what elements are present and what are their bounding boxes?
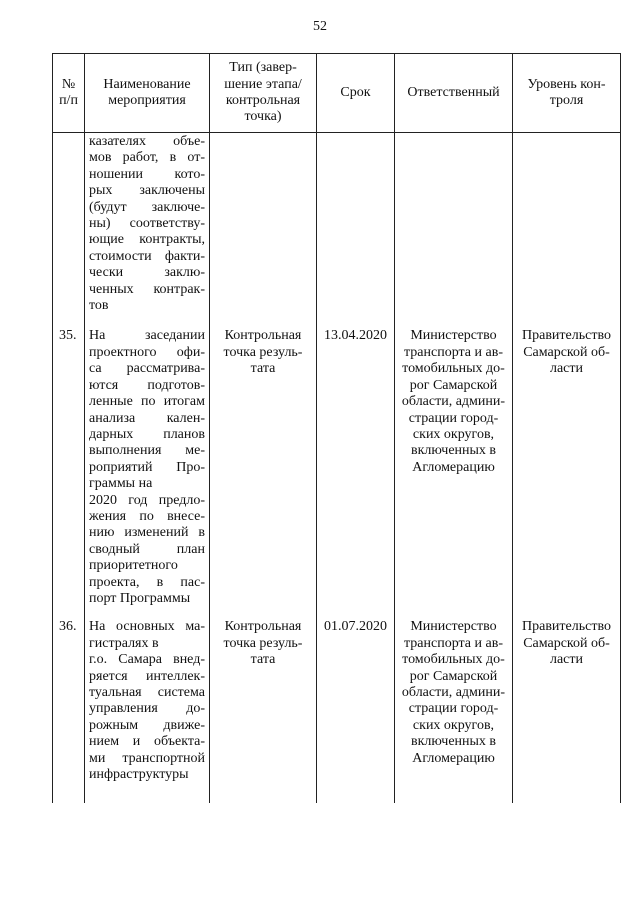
header-line: шение этапа/ bbox=[224, 76, 302, 92]
cell-name bbox=[85, 324, 210, 615]
text-line: инфраструктуры bbox=[89, 767, 189, 783]
cell-term: 13.04.2020 bbox=[317, 324, 395, 615]
text-line: точка резуль- bbox=[223, 344, 303, 360]
text-line: мов работ, в от- bbox=[89, 150, 205, 166]
header-line: Уровень кон- bbox=[527, 76, 606, 92]
text-line: нием и объекта- bbox=[89, 734, 205, 750]
table-row bbox=[53, 615, 621, 803]
header-line: точка) bbox=[244, 109, 282, 125]
cell-control-level bbox=[513, 615, 621, 803]
text-line: Агломерацию bbox=[412, 750, 495, 766]
cell-term bbox=[317, 133, 395, 325]
text-line: области, админи- bbox=[401, 394, 506, 410]
text-line: транспорта и ав- bbox=[404, 635, 503, 651]
text-line: На заседании bbox=[89, 328, 205, 344]
text-line: томобильных до- bbox=[402, 652, 505, 668]
cell-num bbox=[53, 133, 85, 325]
header-line: Наименование bbox=[103, 76, 191, 92]
header-term bbox=[317, 54, 395, 133]
cell-name bbox=[85, 133, 210, 325]
text-line: Министерство bbox=[410, 619, 497, 635]
text-line: анализа кален- bbox=[89, 410, 205, 426]
text-line: рог Самарской bbox=[409, 668, 498, 684]
table-row bbox=[53, 324, 621, 615]
header-line: Срок bbox=[340, 84, 371, 100]
cell-name bbox=[85, 615, 210, 803]
text-line: На основных ма- bbox=[89, 619, 205, 635]
cell-type bbox=[210, 133, 317, 325]
cell-term: 01.07.2020 bbox=[317, 615, 395, 803]
text-line: ченных контрак- bbox=[89, 281, 205, 297]
text-line: Правительство bbox=[522, 328, 611, 344]
header-responsible bbox=[395, 54, 513, 133]
table-row-continuation bbox=[53, 133, 621, 325]
text-line: 2020 год предло- bbox=[89, 492, 205, 508]
text-line: транспорта и ав- bbox=[404, 344, 503, 360]
text-line: Контрольная bbox=[224, 619, 302, 635]
cell-num: 36. bbox=[53, 615, 85, 803]
text-line: туальная система bbox=[89, 685, 205, 700]
cell-responsible bbox=[395, 615, 513, 803]
text-line: рых заключены bbox=[89, 183, 205, 199]
text-line: тата bbox=[250, 361, 276, 377]
cell-num: 35. bbox=[53, 324, 85, 615]
text-line: точка резуль- bbox=[223, 635, 303, 651]
header-line: п/п bbox=[59, 93, 78, 108]
text-line: ленные по итогам bbox=[89, 394, 205, 410]
text-line: выполнения ме- bbox=[89, 443, 205, 459]
text-line: тата bbox=[250, 652, 276, 668]
text-line: рог Самарской bbox=[409, 377, 498, 393]
header-line: мероприятия bbox=[108, 93, 186, 108]
text-line: Контрольная bbox=[224, 328, 302, 344]
text-line: ются подготов- bbox=[89, 377, 205, 393]
text-line: ны) соответству- bbox=[89, 216, 205, 232]
text-line: Самарской об- bbox=[523, 344, 610, 360]
text-line: са рассматрива- bbox=[89, 361, 205, 377]
header-line: троля bbox=[549, 93, 584, 108]
text-line: страции город- bbox=[408, 410, 499, 426]
cell-responsible bbox=[395, 324, 513, 615]
text-line: стоимости факти- bbox=[89, 248, 205, 264]
text-line: г.о. Самара внед- bbox=[89, 652, 205, 668]
header-line: Ответственный bbox=[407, 84, 500, 100]
text-line: ласти bbox=[549, 652, 584, 668]
text-line: ющие контракты, bbox=[89, 232, 205, 248]
text-line: приоритетного bbox=[89, 558, 178, 574]
page-number: 52 bbox=[313, 19, 327, 34]
cell-control-level bbox=[513, 133, 621, 325]
text-line: сводный план bbox=[89, 541, 205, 557]
text-line: дарных планов bbox=[89, 426, 205, 442]
activities-table bbox=[52, 53, 621, 803]
text-line: ношении кото- bbox=[89, 166, 205, 182]
text-line: томобильных до- bbox=[402, 361, 505, 377]
text-line: проекта, в пас- bbox=[89, 574, 205, 590]
text-line: чески заклю- bbox=[89, 265, 205, 281]
header-num bbox=[53, 54, 85, 133]
text-line: порт Программы bbox=[89, 590, 191, 606]
text-line: Самарской об- bbox=[523, 635, 610, 651]
table-header-row bbox=[53, 54, 621, 133]
cell-type bbox=[210, 324, 317, 615]
header-name bbox=[85, 54, 210, 133]
header-line: Тип (завер- bbox=[229, 60, 297, 76]
text-line: страции город- bbox=[408, 701, 499, 717]
header-line: № bbox=[61, 76, 76, 92]
text-line: Министерство bbox=[410, 328, 497, 344]
text-line: казателях объе- bbox=[89, 134, 205, 149]
cell-type bbox=[210, 615, 317, 803]
text-line: ских округов, bbox=[412, 717, 495, 733]
header-line: контрольная bbox=[225, 93, 301, 108]
header-control-level bbox=[513, 54, 621, 133]
text-line: области, админи- bbox=[401, 685, 506, 700]
text-line: Агломерацию bbox=[412, 459, 495, 475]
cell-control-level bbox=[513, 324, 621, 615]
text-line: управления до- bbox=[89, 701, 205, 717]
text-line: нию изменений в bbox=[89, 525, 205, 541]
text-line: гистралях в bbox=[89, 635, 159, 651]
text-line: Правительство bbox=[522, 619, 611, 635]
text-line: включенных в bbox=[410, 734, 497, 750]
text-line: проектного офи- bbox=[89, 344, 205, 360]
text-line: ласти bbox=[549, 361, 584, 377]
text-line: ми транспортной bbox=[89, 750, 205, 766]
header-type bbox=[210, 54, 317, 133]
text-line: рожным движе- bbox=[89, 717, 205, 733]
text-line: жения по внесе- bbox=[89, 508, 205, 524]
text-line: ских округов, bbox=[412, 426, 495, 442]
text-line: включенных в bbox=[410, 443, 497, 459]
cell-responsible bbox=[395, 133, 513, 325]
text-line: роприятий Про- bbox=[89, 459, 205, 475]
text-line: ряется интеллек- bbox=[89, 668, 205, 684]
text-line: граммы на bbox=[89, 476, 153, 492]
text-line: (будут заключе- bbox=[89, 199, 205, 215]
text-line: тов bbox=[89, 298, 109, 314]
